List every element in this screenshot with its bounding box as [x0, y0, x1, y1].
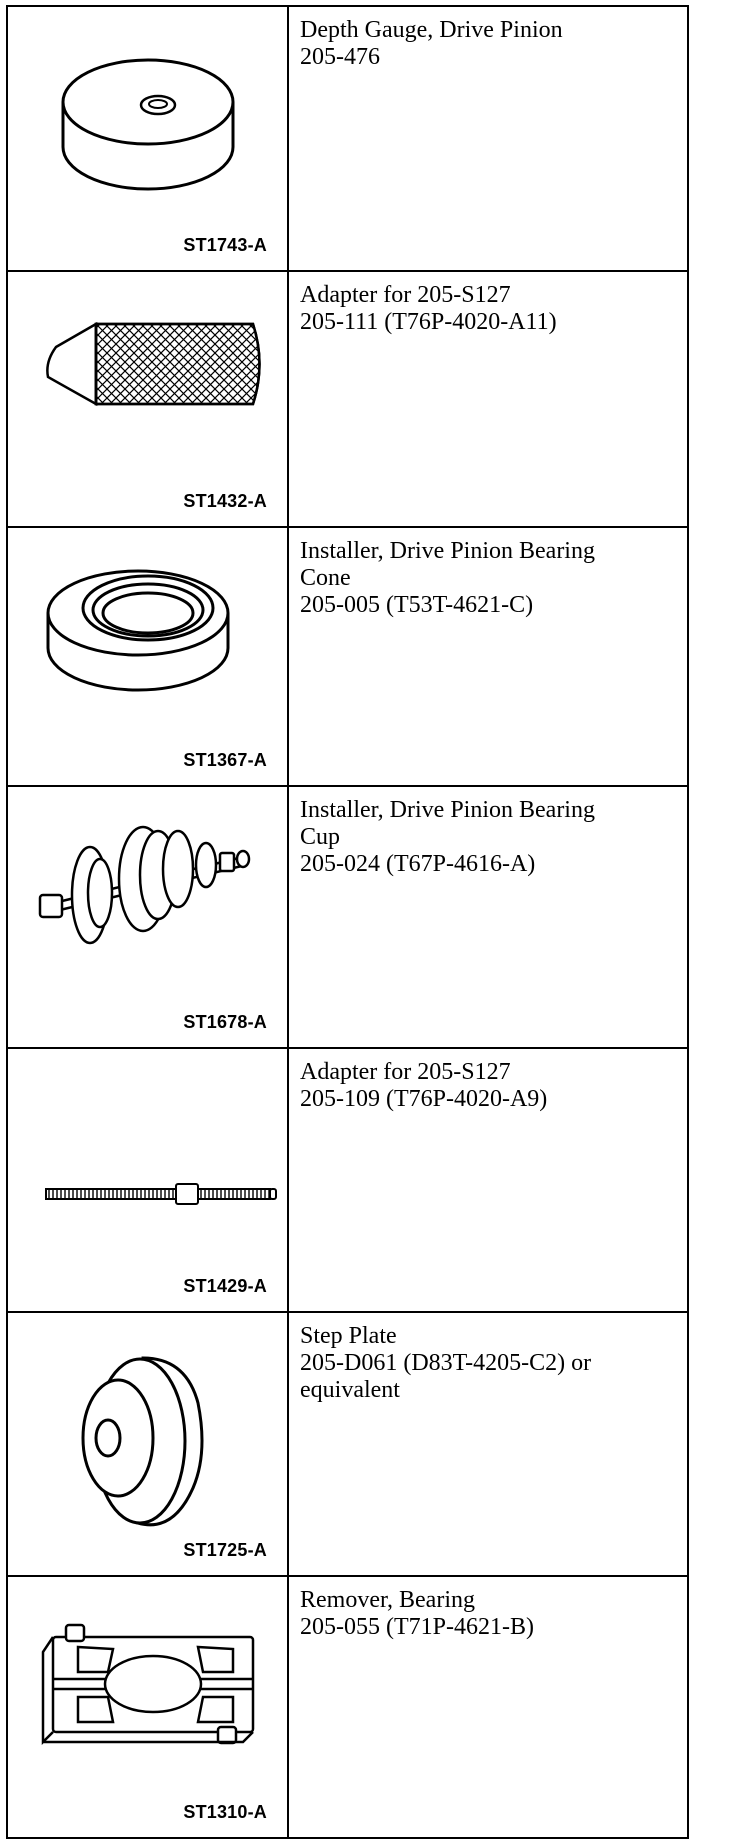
illustration-code: ST1367-A — [183, 750, 267, 770]
table-row — [7, 1312, 688, 1576]
illustration-code: ST1310-A — [183, 1802, 267, 1822]
illustration-code: ST1429-A — [183, 1276, 267, 1296]
tool-name: Installer, Drive Pinion Bearing — [300, 538, 595, 564]
tool-illustration-cell — [7, 1576, 288, 1838]
tool-name: Depth Gauge, Drive Pinion — [300, 17, 563, 43]
tool-note: equivalent — [300, 1377, 400, 1403]
tool-number: 205-055 (T71P-4621-B) — [300, 1614, 534, 1640]
tool-illustration-cell — [7, 527, 288, 786]
bearing-cone-installer-icon — [8, 528, 288, 786]
tool-number: 205-005 (T53T-4621-C) — [300, 592, 534, 618]
tool-number: 205-476 — [300, 44, 380, 70]
knurled-adapter-icon — [8, 272, 288, 527]
tool-description — [288, 1576, 688, 1838]
table-row — [7, 786, 688, 1048]
illustration-code: ST1725-A — [183, 1540, 267, 1560]
bearing-cup-installer-icon — [8, 787, 288, 1048]
tool-illustration-cell — [7, 1312, 288, 1576]
illustration-code: ST1743-A — [183, 235, 267, 255]
tool-description — [288, 271, 688, 527]
tool-number: 205-024 (T67P-4616-A) — [300, 851, 536, 877]
table-row — [7, 1048, 688, 1312]
tool-name-cont: Cup — [300, 824, 341, 850]
tool-illustration-cell — [7, 271, 288, 527]
illustration-code: ST1678-A — [183, 1012, 267, 1032]
tool-name-cont: Cone — [300, 565, 351, 591]
table-row — [7, 1576, 688, 1838]
special-tools-table — [6, 5, 689, 1839]
threaded-rod-icon — [8, 1049, 288, 1312]
tool-number: 205-109 (T76P-4020-A9) — [300, 1086, 548, 1112]
depth-gauge-disc-icon — [8, 7, 288, 271]
tool-illustration-cell — [7, 1048, 288, 1312]
table-row — [7, 271, 688, 527]
tool-description — [288, 786, 688, 1048]
tool-name: Step Plate — [300, 1323, 397, 1349]
bearing-splitter-icon — [8, 1577, 288, 1838]
tool-name: Remover, Bearing — [300, 1587, 475, 1613]
tool-name: Installer, Drive Pinion Bearing — [300, 797, 595, 823]
tool-description — [288, 1312, 688, 1576]
illustration-code: ST1432-A — [183, 491, 267, 511]
tool-description — [288, 527, 688, 786]
table-row — [7, 6, 688, 271]
step-plate-icon — [8, 1313, 288, 1576]
tool-illustration-cell — [7, 786, 288, 1048]
tool-description — [288, 1048, 688, 1312]
tool-name: Adapter for 205-S127 — [300, 1059, 511, 1085]
tool-description — [288, 6, 688, 271]
tool-name: Adapter for 205-S127 — [300, 282, 511, 308]
tool-number: 205-111 (T76P-4020-A11) — [300, 309, 557, 335]
tool-number: 205-D061 (D83T-4205-C2) or — [300, 1350, 592, 1376]
table-row — [7, 527, 688, 786]
tool-illustration-cell — [7, 6, 288, 271]
